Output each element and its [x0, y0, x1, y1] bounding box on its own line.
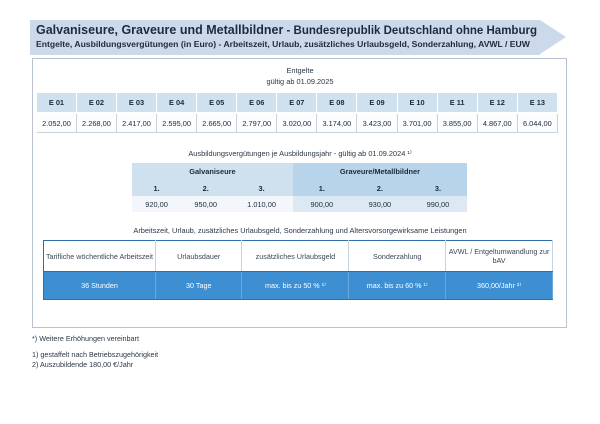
header-arbeitszeit: Tarifliche wöchentliche Arbeitszeit — [44, 241, 156, 272]
entgelt-value: 2.665,00 — [197, 114, 237, 133]
entgelte-value-row — [37, 114, 558, 133]
entgelte-table — [37, 93, 558, 133]
value-arbeitszeit: 36 Stunden — [44, 272, 156, 300]
title-main: Galvaniseure, Graveure und Metallbildner — [36, 23, 284, 37]
value-urlaubsdauer: 30 Tage — [155, 272, 242, 300]
entgelte-caption-title: Entgelte — [286, 66, 314, 75]
group-e03: E 03 — [116, 93, 156, 112]
group-e08: E 08 — [317, 93, 357, 112]
footnote-star: *) Weitere Erhöhungen vereinbart — [32, 334, 139, 343]
arbeitszeit-header-row — [44, 241, 553, 272]
ausbildung-caption: Ausbildungsvergütungen je Ausbildungsjahr - gültig ab 01.09.2024 ¹⁾ — [188, 149, 412, 158]
arbeitszeit-table — [43, 240, 553, 300]
ausbildung-value-row — [132, 196, 467, 212]
verguetung-value: 1.010,00 — [230, 196, 293, 212]
year-label: 3. — [230, 180, 293, 196]
group-e06: E 06 — [237, 93, 277, 112]
arbeitszeit-value-row — [44, 272, 553, 300]
banner-arrow — [540, 20, 566, 54]
group-e01: E 01 — [37, 93, 76, 112]
year-label: 1. — [293, 180, 351, 196]
verguetung-value: 990,00 — [409, 196, 467, 212]
group-e11: E 11 — [437, 93, 477, 112]
footnote-2: 2) Auszubildende 180,00 €/Jahr — [32, 360, 134, 369]
page-title — [36, 23, 537, 37]
entgelt-value: 2.797,00 — [237, 114, 277, 133]
entgelt-value: 2.268,00 — [76, 114, 116, 133]
header-urlaubsdauer: Urlaubsdauer — [155, 241, 242, 272]
entgelt-value: 2.417,00 — [116, 114, 156, 133]
footnote-1: 1) gestaffelt nach Betriebszugehörigkeit — [32, 350, 159, 359]
verguetung-value: 950,00 — [181, 196, 230, 212]
verguetung-value: 930,00 — [351, 196, 409, 212]
entgelt-value: 2.595,00 — [157, 114, 197, 133]
ausbildung-year-row — [132, 180, 467, 196]
group-graveure: Graveure/Metallbildner — [293, 163, 467, 180]
value-sonderzahlung: max. bis zu 60 % ¹⁾ — [349, 272, 446, 300]
header-sonderzahlung: Sonderzahlung — [349, 241, 446, 272]
year-label: 2. — [351, 180, 409, 196]
group-e09: E 09 — [357, 93, 397, 112]
ausbildung-group-row — [132, 163, 467, 180]
entgelt-value: 3.423,00 — [357, 114, 397, 133]
entgelte-caption-date: gültig ab 01.09.2025 — [266, 77, 334, 86]
group-e12: E 12 — [477, 93, 517, 112]
year-label: 3. — [409, 180, 467, 196]
verguetung-value: 920,00 — [132, 196, 181, 212]
entgelt-value: 3.174,00 — [317, 114, 357, 133]
value-avwl: 360,00/Jahr ²⁾ — [446, 272, 553, 300]
value-urlaubsgeld: max. bis zu 50 % ¹⁾ — [242, 272, 349, 300]
entgelt-value: 3.855,00 — [437, 114, 477, 133]
entgelt-value: 3.020,00 — [277, 114, 317, 133]
verguetung-value: 900,00 — [293, 196, 351, 212]
year-label: 2. — [181, 180, 230, 196]
group-e04: E 04 — [157, 93, 197, 112]
entgelt-value: 4.867,00 — [477, 114, 517, 133]
entgelte-header-row — [37, 93, 558, 112]
entgelt-value: 2.052,00 — [37, 114, 76, 133]
year-label: 1. — [132, 180, 181, 196]
ausbildung-table — [132, 163, 467, 212]
entgelt-value: 3.701,00 — [397, 114, 437, 133]
arbeitszeit-caption: Arbeitszeit, Urlaub, zusätzliches Urlaubsgeld, Sonderzahlung und Altersvorsorgewirksame Leistungen — [133, 226, 467, 235]
entgelt-value: 6.044,00 — [517, 114, 557, 133]
header-urlaubsgeld: zusätzliches Urlaubsgeld — [242, 241, 349, 272]
group-galvaniseure: Galvaniseure — [132, 163, 293, 180]
group-e05: E 05 — [197, 93, 237, 112]
page-subtitle: Entgelte, Ausbildungsvergütungen (in Euro) - Arbeitszeit, Urlaub, zusätzliches Urlaubsgeld, Sonderzahlung, AVWL / EUW — [36, 39, 530, 49]
header-avwl: AVWL / Entgeltumwandlung zur bAV — [446, 241, 553, 272]
group-e10: E 10 — [397, 93, 437, 112]
group-e02: E 02 — [76, 93, 116, 112]
title-region: - Bundesrepublik Deutschland ohne Hamburg — [283, 25, 537, 37]
group-e07: E 07 — [277, 93, 317, 112]
group-e13: E 13 — [517, 93, 557, 112]
